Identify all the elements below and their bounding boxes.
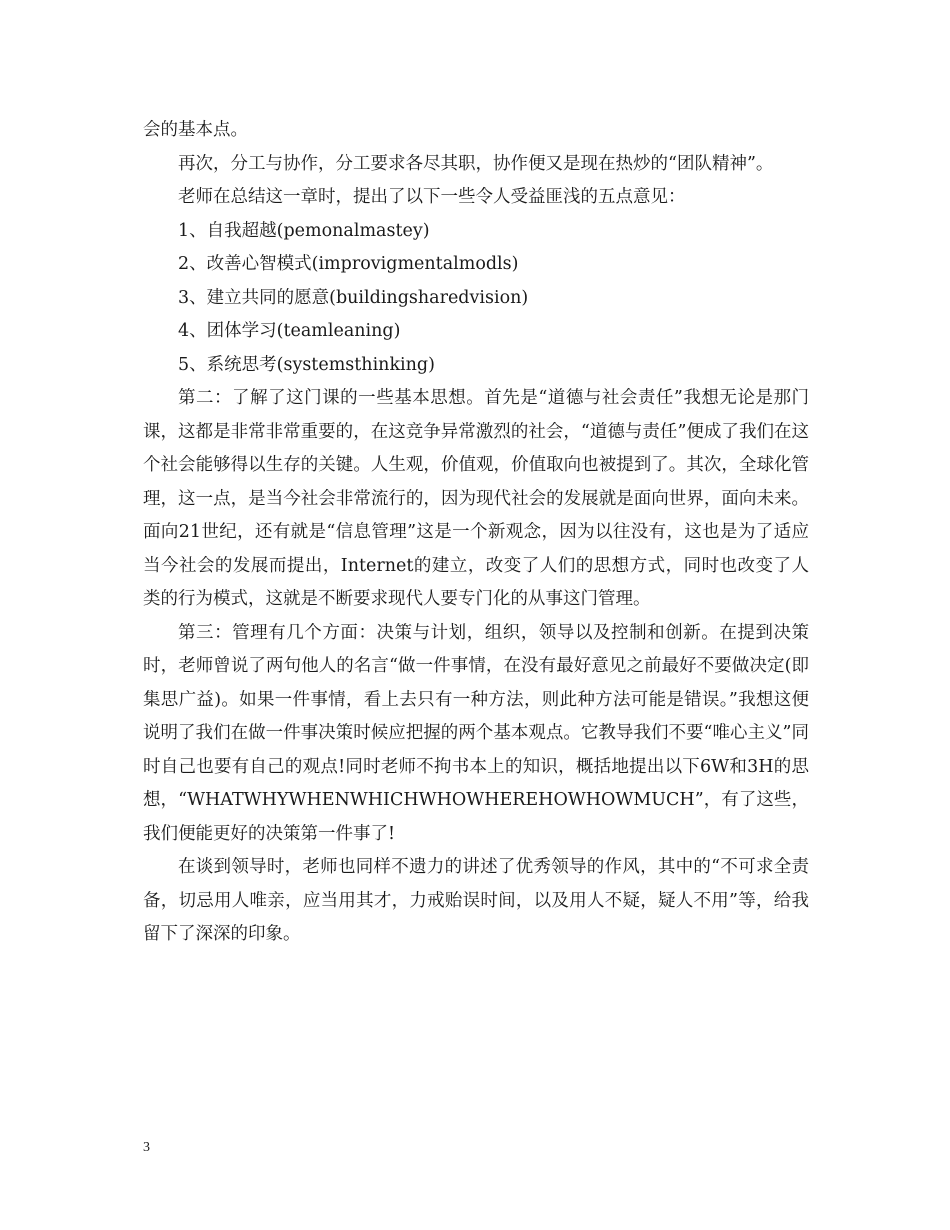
- list-item: 1、自我超越(pemonalmastey): [178, 220, 430, 241]
- list-item: 3、建立共同的愿意(buildingsharedvision): [178, 287, 529, 308]
- paragraph-second-point: 第二：了解了这门课的一些基本思想。首先是“道德与社会责任”我想无论是那门课，这都是非常非常重要的，在这竞争异常激烈的社会，“道德与责任”便成了我们在这个社会能够得以生存的关键。人生观，价值观，价值取向也被提到了。其次，全球化管理，这一点，是当今社会非常流行的，因为现代社会的发展就是面向世界，面向未来。面向21世纪，还有就是“信息管理”这是一个新观念，因为以往没有，这也是为了适应当今社会的发展而提出，Internet的建立，改变了人们的思想方式，同时也改变了人类的行为模式，这就是不断要求现代人要专门化的从事这门管理。: [143, 388, 809, 609]
- document-body: [143, 114, 809, 952]
- paragraph-division-of-labor: 再次，分工与协作，分工要求各尽其职，协作便又是现在热炒的“团队精神”。: [178, 153, 774, 174]
- paragraph-continuation: 会的基本点。: [143, 120, 248, 140]
- paragraph-five-opinions-intro: 老师在总结这一章时，提出了以下一些令人受益匪浅的五点意见：: [178, 187, 686, 207]
- paragraph-leadership: 在谈到领导时，老师也同样不遗力的讲述了优秀领导的作风，其中的“不可求全责备，切忌用人唯亲，应当用其才，力戒贻误时间，以及用人不疑，疑人不用”等，给我留下了深深的印象。: [143, 857, 809, 944]
- list-item: 5、系统思考(systemsthinking): [178, 354, 435, 375]
- paragraph-third-point: 第三：管理有几个方面：决策与计划，组织，领导以及控制和创新。在提到决策时，老师曾说了两句他人的名言“做一件事情，在没有最好意见之前最好不要做决定(即集思广益)。如果一件事情，看上去只有一种方法，则此种方法可能是错误。”我想这便说明了我们在做一件事决策时候应把握的两个基本观点。它教导我们不要“唯心主义”同时自己也要有自己的观点!同时老师不拘书本上的知识，概括地提出以下6W和3H的思想，“WHATWHYWHENWHICHWHOWHEREHOWHOWMUCH”，有了这些，我们便能更好的决策第一件事了!: [143, 622, 809, 844]
- list-item: 4、团体学习(teamleaning): [178, 321, 401, 341]
- list-item: 2、改善心智模式(improvigmentalmodls): [178, 254, 519, 274]
- page-number: 3: [143, 1140, 150, 1155]
